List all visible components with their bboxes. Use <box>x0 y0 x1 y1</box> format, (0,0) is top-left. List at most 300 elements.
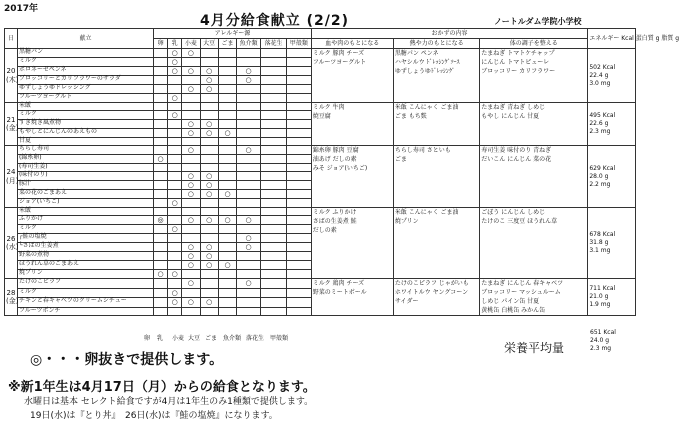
allergen-mark <box>237 252 261 261</box>
allergen-mark <box>154 111 168 120</box>
group-yellow-cell <box>393 146 479 208</box>
allergen-mark <box>218 146 236 155</box>
allergen-mark <box>168 234 182 243</box>
dish-name: 焼プリン <box>17 270 153 279</box>
allergen-mark: ○ <box>237 234 261 243</box>
allergen-mark <box>260 225 286 234</box>
average-fat: 2.3 mg <box>590 345 612 352</box>
allergen-mark <box>218 279 236 289</box>
allergen-mark <box>200 138 218 146</box>
allergen-mark <box>286 181 311 190</box>
allergen-mark <box>286 138 311 146</box>
nutrient-cell <box>588 279 636 316</box>
ingredient-line: フルーツヨーグルト <box>312 59 367 66</box>
allergen-mark <box>154 172 168 181</box>
allergen-mark <box>260 103 286 111</box>
day-weekday: (木) <box>6 75 19 84</box>
dish-name: 米飯 <box>17 103 153 111</box>
menu-row <box>5 146 636 155</box>
allergen-mark: ○ <box>200 67 218 76</box>
allergen-mark <box>218 155 236 164</box>
allergen-mark <box>154 199 168 208</box>
allergen-mark <box>200 270 218 279</box>
dish-name: ちらし寿司 <box>17 146 153 155</box>
allergen-mark <box>182 155 200 164</box>
allergen-mark <box>154 129 168 138</box>
note-wednesday: 水曜日は基本 セレクト給食ですが4月は1年生のみ1種類で提供します。 <box>24 397 314 407</box>
nutrient-value: 3.0 mg <box>589 79 611 87</box>
allergen-mark <box>260 208 286 216</box>
allergen-mark <box>260 49 286 58</box>
year-label: 2017年 <box>4 4 39 14</box>
allergen-mark: ○ <box>182 252 200 261</box>
allergen-mark <box>154 190 168 199</box>
allergen-mark <box>218 67 236 76</box>
allergen-mark <box>168 155 182 164</box>
menu-row <box>5 49 636 58</box>
ingredient-line: 黄桃缶 白桃缶 みかん缶 <box>481 307 546 314</box>
allergen-mark <box>200 279 218 289</box>
menu-row <box>5 103 636 111</box>
ingredient-line: ごぼう にんじん しめじ <box>481 209 546 216</box>
allergen-mark: ○ <box>218 261 236 270</box>
allergen-mark: ○ <box>237 76 261 85</box>
group-red-cell <box>311 208 393 279</box>
allergen-mark <box>237 164 261 172</box>
allergen-mark <box>286 146 311 155</box>
allergen-mark <box>200 208 218 216</box>
allergen-col-6: 落花生 <box>260 39 286 49</box>
nutrient-value: 31.8 g <box>589 239 609 246</box>
allergen-mark <box>168 279 182 289</box>
dish-name: 豚汁 <box>17 181 153 190</box>
footer-allergen-7: 甲殻類 <box>270 335 289 342</box>
allergen-mark <box>286 58 311 67</box>
allergen-mark <box>154 103 168 111</box>
day-number: 24 <box>6 168 16 177</box>
allergen-mark <box>154 243 168 252</box>
allergen-mark <box>260 76 286 85</box>
dish-name: チキンと春キャベツのクリームシチュー <box>17 298 153 308</box>
allergen-mark <box>260 111 286 120</box>
group-red-cell <box>311 49 393 103</box>
ingredient-line: ブロッコリー カリフラワー <box>481 68 556 75</box>
allergen-col-3: 大豆 <box>200 39 218 49</box>
day-number: 26 <box>6 234 16 243</box>
allergen-col-5: 魚介類 <box>237 39 261 49</box>
allergen-mark <box>286 94 311 103</box>
allergen-mark <box>260 181 286 190</box>
nutrient-cell <box>588 208 636 279</box>
ingredient-line: だしの素 <box>312 227 337 234</box>
allergen-mark <box>237 103 261 111</box>
nutrient-value: 629 Kcal <box>589 164 616 172</box>
footer-allergen-0: 卵 <box>144 335 151 342</box>
nutrient-value: 22.6 g <box>589 120 609 127</box>
nutrient-value: 21.0 g <box>589 293 609 300</box>
ingredient-line: ミルク ふりかけ <box>312 209 357 216</box>
ingredient-line: ブロッコリー マッシュルーム <box>481 289 561 296</box>
allergen-mark <box>237 190 261 199</box>
allergen-mark <box>218 288 236 298</box>
allergen-mark <box>286 164 311 172</box>
allergen-mark <box>286 234 311 243</box>
allergen-mark <box>286 103 311 111</box>
allergen-mark: ○ <box>182 49 200 58</box>
allergen-mark <box>260 216 286 225</box>
ingredient-line: ミルク 豚肉 チーズ <box>312 50 365 57</box>
allergen-mark <box>154 225 168 234</box>
allergen-mark <box>286 252 311 261</box>
okazu-header: おかずの内容 <box>311 29 588 39</box>
allergen-mark <box>286 172 311 181</box>
allergen-mark: ○ <box>200 216 218 225</box>
ingredient-line: たまねぎ 青ねぎ しめじ <box>481 104 546 111</box>
allergen-mark <box>154 307 168 316</box>
allergen-mark: ○ <box>182 129 200 138</box>
dish-name: フルーツポンチ <box>17 307 153 316</box>
allergen-mark <box>154 279 168 289</box>
dish-name: フルーツヨーグルト <box>17 94 153 103</box>
nutrient-value: 22.4 g <box>589 71 609 79</box>
ingredient-line: 野菜のミートボール <box>312 289 367 296</box>
dish-name: └さばの生姜煮 <box>17 243 153 252</box>
allergen-mark <box>286 216 311 225</box>
allergen-mark <box>286 190 311 199</box>
allergen-mark <box>218 120 236 129</box>
nutrient-value: 711 Kcal <box>589 285 616 292</box>
allergen-mark <box>237 225 261 234</box>
allergen-mark <box>286 49 311 58</box>
allergen-mark <box>200 111 218 120</box>
footer-allergen-5: 魚介類 <box>223 335 242 342</box>
allergen-mark <box>218 76 236 85</box>
allergen-mark: ○ <box>182 190 200 199</box>
allergen-mark <box>154 298 168 308</box>
group-yellow-cell <box>393 103 479 146</box>
day-number: 21 <box>6 115 16 124</box>
nutrient-value: 678 Kcal <box>589 231 616 238</box>
allergen-mark <box>218 58 236 67</box>
allergen-mark <box>260 120 286 129</box>
group-red-cell <box>311 279 393 316</box>
allergen-mark <box>237 138 261 146</box>
allergen-mark <box>218 225 236 234</box>
dish-name: ゆずしょうゆドレッシング <box>17 85 153 94</box>
ingredient-line: ミルク 牛肉 <box>312 104 345 111</box>
group-red-cell <box>311 103 393 146</box>
footer-allergen-3: 大豆 <box>188 335 201 342</box>
allergen-mark <box>218 181 236 190</box>
allergen-mark <box>154 138 168 146</box>
allergen-mark <box>260 146 286 155</box>
average-label: 栄養平均量 <box>503 340 564 355</box>
allergen-mark <box>286 120 311 129</box>
allergen-mark <box>218 199 236 208</box>
allergen-mark: ○ <box>168 199 182 208</box>
allergen-mark: ○ <box>200 243 218 252</box>
allergen-mark <box>286 208 311 216</box>
ingredient-line: ごま <box>394 156 407 163</box>
allergen-mark: ○ <box>237 67 261 76</box>
menu-row <box>5 279 636 289</box>
allergen-mark <box>218 243 236 252</box>
footer-allergen-2: 小麦 <box>172 335 185 342</box>
dish-name: ジョア(いちご) <box>17 199 153 208</box>
allergen-mark <box>218 270 236 279</box>
allergen-mark <box>260 288 286 298</box>
allergen-mark <box>286 155 311 164</box>
allergen-mark <box>218 298 236 308</box>
dish-name: 野菜の煮物 <box>17 252 153 261</box>
allergen-mark: ○ <box>218 216 236 225</box>
allergen-mark: ○ <box>154 270 168 279</box>
nutrient-value: 495 Kcal <box>589 112 616 119</box>
nutrient-value: 502 Kcal <box>589 63 616 71</box>
allergen-mark <box>168 103 182 111</box>
allergen-mark <box>286 307 311 316</box>
ingredient-line: みそ ジョア(いちご) <box>312 165 368 172</box>
allergen-mark: ○ <box>218 129 236 138</box>
allergen-mark <box>237 85 261 94</box>
footer-allergen-4: ごま <box>205 335 218 342</box>
allergen-mark <box>237 129 261 138</box>
dish-name: ミルク <box>17 225 153 234</box>
average-kcal: 651 Kcal <box>590 329 616 336</box>
allergen-mark <box>182 94 200 103</box>
allergen-mark <box>237 155 261 164</box>
ingredient-line: しめじ パイン缶 甘夏 <box>481 298 540 305</box>
allergen-mark <box>237 58 261 67</box>
allergen-mark: ○ <box>200 85 218 94</box>
day-cell <box>5 279 18 316</box>
allergen-mark: ○ <box>168 270 182 279</box>
dish-name: 黒糖パン <box>17 49 153 58</box>
allergen-mark <box>260 199 286 208</box>
allergen-mark <box>200 234 218 243</box>
allergen-mark <box>200 155 218 164</box>
allergen-mark <box>182 164 200 172</box>
allergen-mark <box>286 279 311 289</box>
allergen-mark <box>168 261 182 270</box>
allergen-mark <box>200 58 218 67</box>
dish-name: ミルク <box>17 288 153 298</box>
allergen-mark <box>154 208 168 216</box>
day-cell <box>5 49 18 103</box>
egg-note: ◎・・・卵抜きで提供します。 <box>30 352 224 368</box>
allergen-mark <box>200 94 218 103</box>
allergen-mark: ○ <box>200 298 218 308</box>
allergen-mark <box>182 270 200 279</box>
allergen-mark <box>168 85 182 94</box>
ingredient-line: たけのこ 三度豆 ほうれん草 <box>481 218 558 225</box>
allergen-mark <box>200 49 218 58</box>
allergen-mark <box>182 208 200 216</box>
allergen-mark <box>286 225 311 234</box>
ingredient-line: ゆずしょうゆﾄﾞﾚｯｼﾝｸﾞ <box>394 68 455 75</box>
ingredient-line: たまねぎ にんじん 春キャベツ <box>481 280 564 287</box>
allergen-mark: ○ <box>200 129 218 138</box>
allergen-mark: ○ <box>200 76 218 85</box>
allergen-mark <box>260 190 286 199</box>
dish-name: (寿司生姜) <box>17 164 153 172</box>
allergen-mark <box>168 172 182 181</box>
ingredient-line: たけのこピラフ じゃがいも <box>394 280 469 287</box>
allergen-mark <box>168 181 182 190</box>
allergen-mark <box>260 243 286 252</box>
group-green-cell <box>480 146 588 208</box>
dish-name: ミルク <box>17 58 153 67</box>
group-yellow-cell <box>393 208 479 279</box>
dish-name: 米飯 <box>17 208 153 216</box>
allergen-mark <box>154 67 168 76</box>
allergen-mark <box>182 225 200 234</box>
allergen-mark <box>218 111 236 120</box>
menu-row <box>5 208 636 216</box>
dish-name: ほうれん草のごまあえ <box>17 261 153 270</box>
allergen-mark <box>286 76 311 85</box>
allergen-mark <box>286 199 311 208</box>
allergen-mark: ○ <box>182 67 200 76</box>
nutrient-value: 2.2 mg <box>589 180 611 188</box>
allergen-mark: ○ <box>237 279 261 289</box>
menu-table <box>4 28 679 316</box>
allergen-mark <box>237 199 261 208</box>
group-green-cell <box>480 208 588 279</box>
allergen-mark: ○ <box>168 288 182 298</box>
allergen-mark <box>260 129 286 138</box>
ingredient-line: 寿司生姜 味付のり 青ねぎ <box>481 147 552 154</box>
allergen-col-4: ごま <box>218 39 236 49</box>
ingredient-line: 米飯 こんにゃく ごま油 <box>394 209 459 216</box>
allergen-mark: ○ <box>182 216 200 225</box>
allergen-mark <box>168 243 182 252</box>
allergen-mark <box>168 208 182 216</box>
allergen-mark: ◎ <box>154 216 168 225</box>
allergen-mark <box>168 138 182 146</box>
allergen-mark <box>260 234 286 243</box>
allergen-mark: ○ <box>182 85 200 94</box>
allergen-mark <box>168 120 182 129</box>
allergen-mark <box>168 307 182 316</box>
ingredient-line: 米飯 こんにゃく ごま油 <box>394 104 459 111</box>
allergen-col-0: 卵 <box>154 39 168 49</box>
allergen-mark <box>218 49 236 58</box>
dish-name: (味付のり) <box>17 172 153 181</box>
allergen-mark: ○ <box>200 172 218 181</box>
allergen-mark <box>154 58 168 67</box>
allergen-mark: ○ <box>218 190 236 199</box>
nutrient-header: エネルギー Kcal 蛋白質 g 脂質 g <box>588 29 636 49</box>
allergen-mark <box>182 234 200 243</box>
nutrient-cell <box>588 103 636 146</box>
ingredient-line: 黒糖パン ペンネ <box>394 50 439 57</box>
day-header: 日 <box>5 29 18 49</box>
allergen-mark <box>200 103 218 111</box>
allergen-mark <box>218 234 236 243</box>
nutrient-cell <box>588 146 636 208</box>
allergen-mark <box>286 243 311 252</box>
allergen-mark <box>260 172 286 181</box>
allergen-mark: ○ <box>237 146 261 155</box>
allergen-mark <box>237 120 261 129</box>
allergen-mark: ○ <box>168 225 182 234</box>
allergen-mark <box>168 190 182 199</box>
dish-name: ┌鮭の塩焼 <box>17 234 153 243</box>
allergen-mark: ○ <box>182 172 200 181</box>
nutrition-group-2: 体の調子を整える <box>480 39 588 49</box>
allergen-mark <box>218 85 236 94</box>
allergen-mark <box>260 261 286 270</box>
dish-name: 甘夏 <box>17 138 153 146</box>
allergen-col-7: 甲殻類 <box>286 39 311 49</box>
allergen-mark <box>260 155 286 164</box>
allergen-mark <box>154 252 168 261</box>
allergen-mark <box>218 103 236 111</box>
allergen-col-1: 乳 <box>168 39 182 49</box>
allergen-mark <box>154 261 168 270</box>
school-name: ノートルダム学院小学校 <box>494 17 582 26</box>
nutrient-value: 3.1 mg <box>589 247 611 254</box>
allergen-mark <box>182 199 200 208</box>
allergen-mark <box>200 307 218 316</box>
day-weekday: (月) <box>6 176 19 185</box>
allergen-mark: ○ <box>237 243 261 252</box>
ingredient-line: ハヤシルウ ﾄﾞﾚｯｼﾝｸﾞｿｰｽ <box>394 59 460 66</box>
average-protein: 24.0 g <box>590 337 610 344</box>
allergen-mark <box>154 164 168 172</box>
group-yellow-cell <box>393 49 479 103</box>
allergen-mark: ○ <box>200 120 218 129</box>
allergen-mark <box>200 288 218 298</box>
allergen-mark <box>154 120 168 129</box>
day-weekday: (金) <box>6 297 19 305</box>
allergen-mark <box>237 49 261 58</box>
allergen-mark: ○ <box>168 67 182 76</box>
group-green-cell <box>480 49 588 103</box>
allergen-mark: ○ <box>182 261 200 270</box>
allergen-mark <box>237 111 261 120</box>
allergen-mark <box>182 111 200 120</box>
allergen-mark <box>286 111 311 120</box>
allergen-mark: ○ <box>200 181 218 190</box>
allergen-mark <box>218 208 236 216</box>
day-number: 20 <box>6 67 16 76</box>
allergen-mark <box>218 94 236 103</box>
ingredient-line: ちらし寿司 さといも <box>394 147 451 154</box>
ingredient-line: 油あげ だしの素 <box>312 156 357 163</box>
allergen-mark <box>200 225 218 234</box>
dish-name: ブロッコリーとカリフラワーのサラダ <box>17 76 153 85</box>
allergen-mark <box>154 146 168 155</box>
ingredient-line: ミルク 鶏肉 チーズ <box>312 280 365 287</box>
dish-name: もやしとにんじんのあえもの <box>17 129 153 138</box>
allergen-mark <box>168 216 182 225</box>
allergen-mark: ○ <box>182 298 200 308</box>
allergen-mark: ○ <box>182 279 200 289</box>
group-red-cell <box>311 146 393 208</box>
ingredient-line: 焼豆腐 <box>312 113 331 120</box>
menu-header: 献立 <box>17 29 153 49</box>
allergen-mark <box>154 85 168 94</box>
group-green-cell <box>480 103 588 146</box>
ingredient-line: 焼プリン <box>394 218 419 225</box>
allergen-mark: ○ <box>182 146 200 155</box>
allergen-mark: ○ <box>200 190 218 199</box>
page-title: 4月分給食献立 (2/2) <box>200 13 350 29</box>
allergen-mark <box>237 270 261 279</box>
ingredient-line: さばの生姜煮 鮭 <box>312 218 357 225</box>
